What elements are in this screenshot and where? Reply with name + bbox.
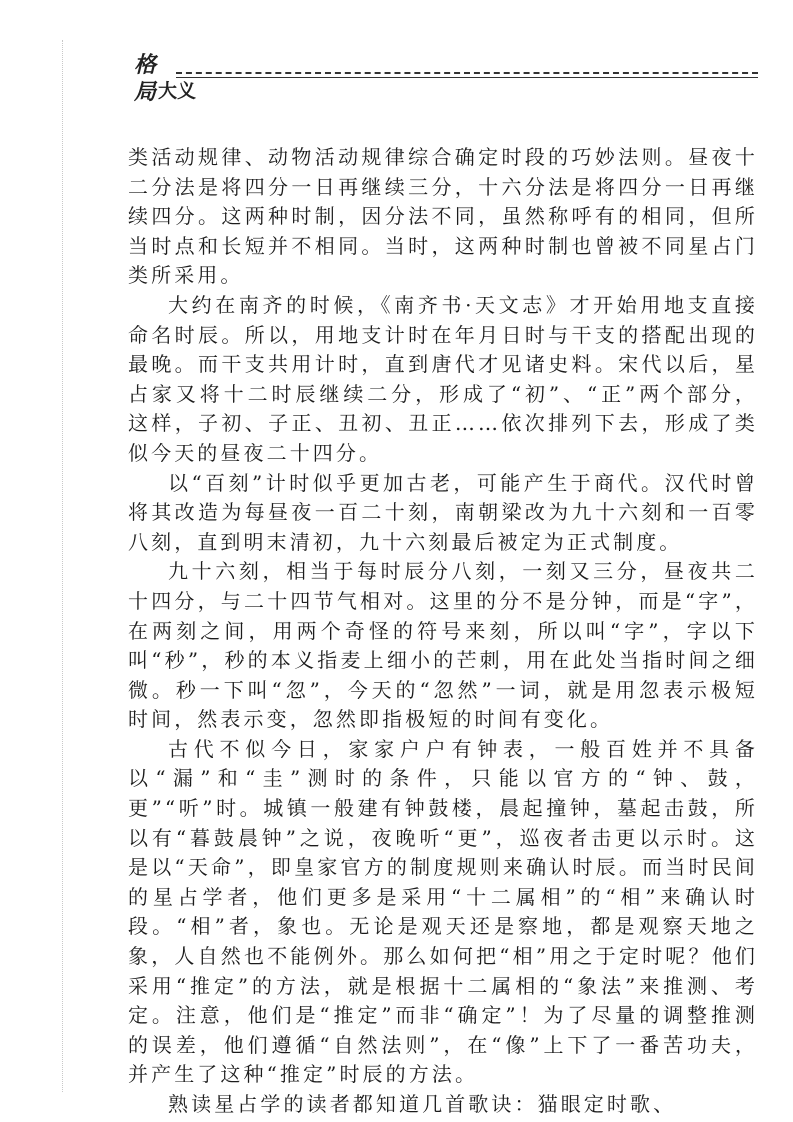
paragraph: 九十六刻，相当于每时辰分八刻，一刻又三分，昼夜共二十四分，与二十四节气相对。这里的分不是分钟，而是“字”，在两刻之间，用两个奇怪的符号来刻，所以叫“字”，字以下叫“秒”，秒的本义指麦上细小的芒刺，用在此处当指时间之细微。秒一下叫“忽”，今天的“忽然”一词，就是用忽表示极短时间，然表示变，忽然即指极短的时间有变化。 (128, 559, 758, 732)
page-body (128, 143, 758, 1120)
paragraph: 熟读星占学的读者都知道几首歌诀：猫眼定时歌、 (168, 1092, 677, 1116)
logo-subtitle: 大义 (158, 80, 197, 102)
logo-char-1: 格 (134, 52, 157, 78)
paragraph: 古代不似今日，家家户户有钟表，一般百姓并不具备以“漏”和“圭”测时的条件，只能以官方的“钟、鼓，更”“听”时。城镇一般建有钟鼓楼，晨起撞钟，墓起击鼓，所以有“暮鼓晨钟”之说，夜晚听“更”，巡夜者击更以示时。这是以“天命”，即皇家官方的制度规则来确认时辰。而当时民间的星占学者，他们更多是采用“十二属相”的“相”来确认时段。“相”者，象也。无论是观天还是察地，都是观察天地之象，人自然也不能例外。那么如何把“相”用之于定时呢？他们采用“推定”的方法，就是根据十二属相的“象法”来推测、考定。注意，他们是“推定”而非“确定”！为了尽量的调整推测的误差，他们遵循“自然法则”，在“像”上下了一番苦功夫，并产生了这种“推定”时辰的方法。 (128, 736, 758, 1087)
header-solid-rule (176, 77, 758, 78)
running-header (128, 46, 758, 116)
paragraph: 类活动规律、动物活动规律综合确定时段的巧妙法则。昼夜十二分法是将四分一日再继续三分，十六分法是将四分一日再继续四分。这两种时制，因分法不同，虽然称呼有的相同，但所当时点和长短并不相同。当时，这两种时制也曾被不同星占门类所采用。 (128, 145, 758, 288)
paragraph: 大约在南齐的时候，《南齐书·天文志》才开始用地支直接命名时辰。所以，用地支计时在年月日时与干支的搭配出现的最晚。而干支共用计时，直到唐代才见诸史料。宋代以后，星占家又将十二时辰继续二分，形成了“初”、“正”两个部分，这样，子初、子正、丑初、丑正……依次排列下去，形成了类似今天的昼夜二十四分。 (128, 292, 758, 465)
logo-char-2: 局 (134, 79, 157, 105)
header-dashed-rule (176, 72, 758, 74)
paragraph: 以“百刻”计时似乎更加古老，可能产生于商代。汉代时曾将其改造为每昼夜一百二十刻，南朝梁改为九十六刻和一百零八刻，直到明末清初，九十六刻最后被定为正式制度。 (128, 470, 758, 554)
book-logo (134, 52, 196, 105)
page-edge-line (62, 40, 63, 1092)
